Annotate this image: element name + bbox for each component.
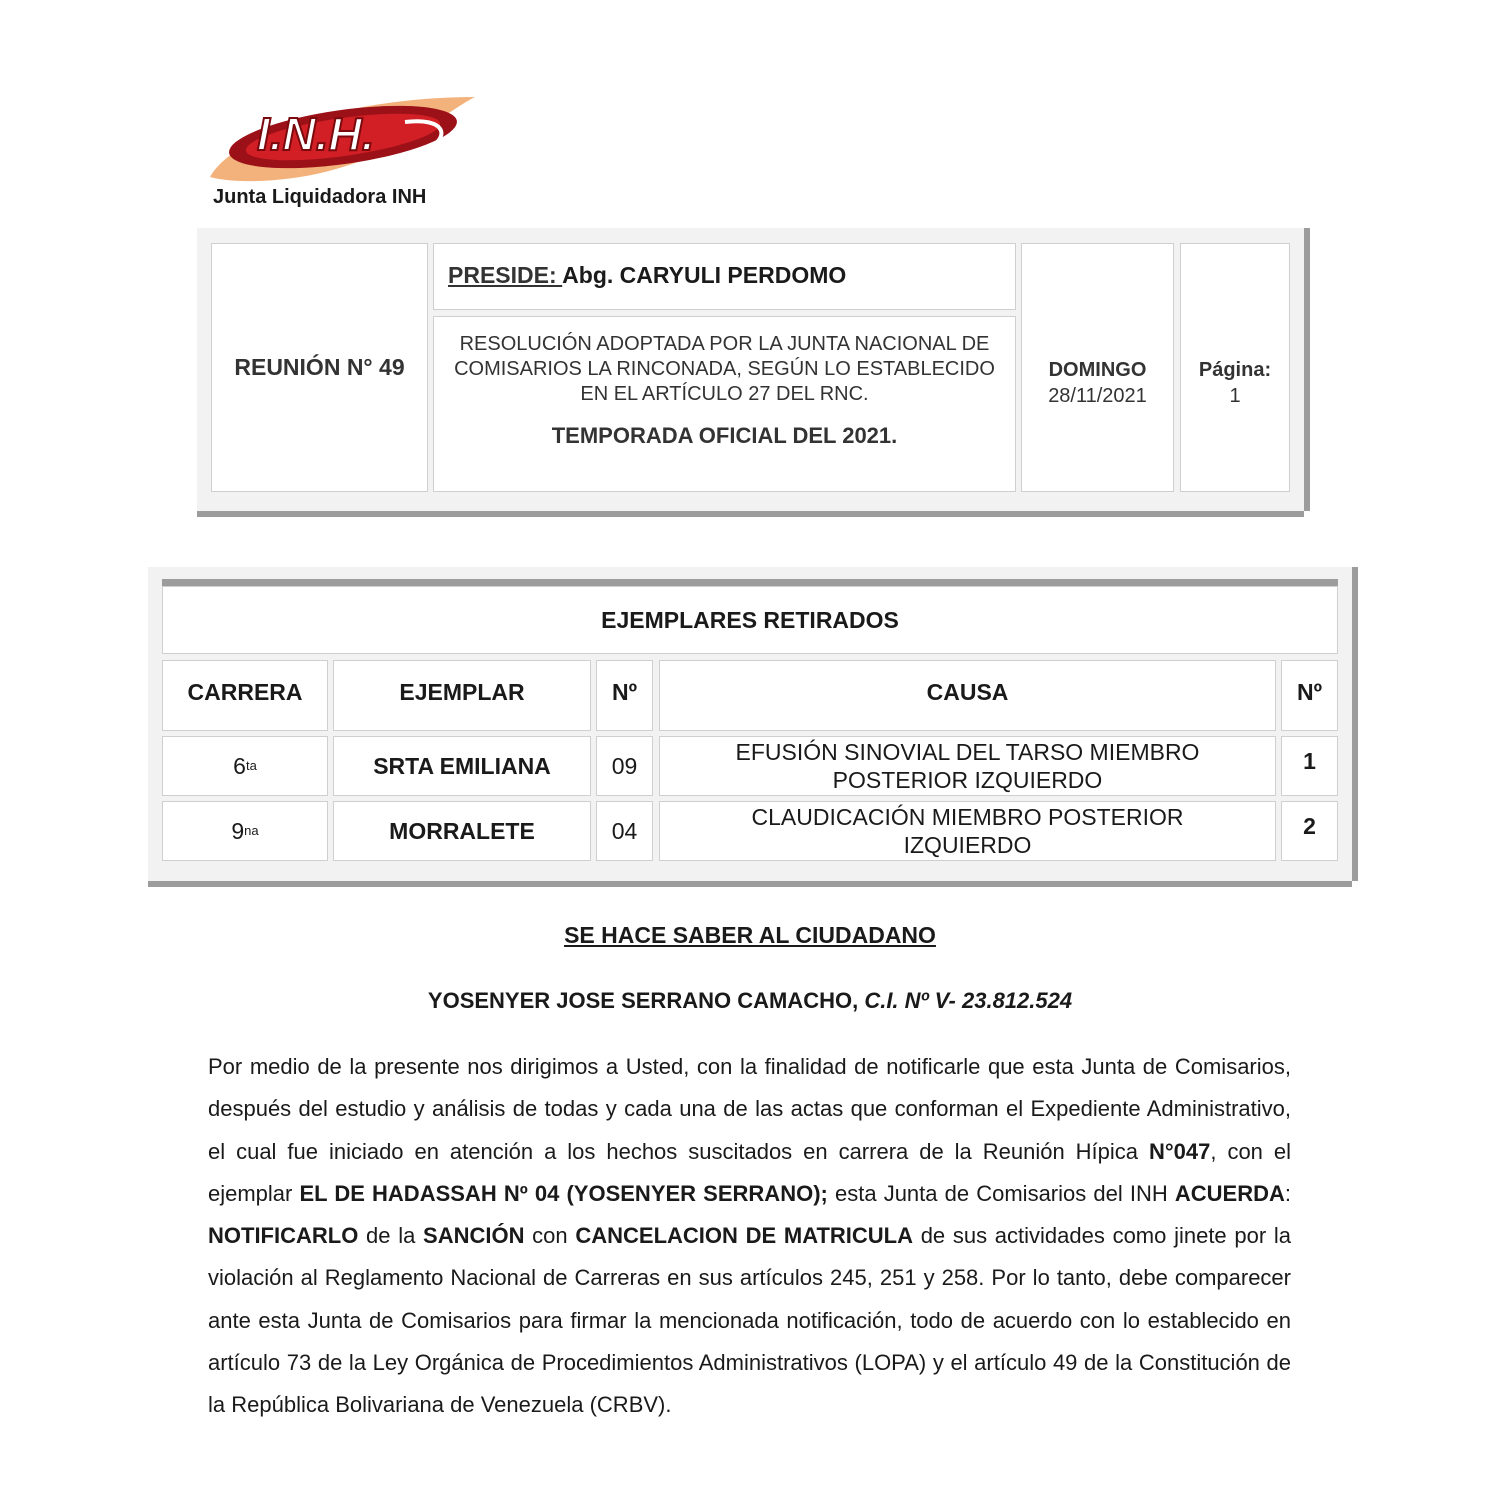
table-row-2-numero: 04 [596, 801, 653, 861]
table-row-1-causa: EFUSIÓN SINOVIAL DEL TARSO MIEMBRO POSTERIOR IZQUIERDO [659, 736, 1276, 796]
logo-text: I.N.H. [257, 108, 375, 160]
preside-label: PRESIDE: [448, 262, 563, 288]
table-row-2-n: 2 [1281, 801, 1338, 861]
citizen-name: YOSENYER JOSE SERRANO CAMACHO, C.I. Nº V- 23.812.524 [427, 988, 1073, 1013]
table-row-2-ejemplar: MORRALETE [333, 801, 591, 861]
page-cell [1180, 243, 1290, 492]
page-label: Página: [1198, 359, 1272, 381]
page-number: 1 [1229, 385, 1241, 407]
resolution-text: RESOLUCIÓN ADOPTADA POR LA JUNTA NACIONAL DE COMISARIOS LA RINCONADA, SEGÚN LO ESTABLECIDO EN EL ARTÍCULO 27 DEL RNC. [454, 333, 995, 405]
table-title: EJEMPLARES RETIRADOS [162, 586, 1338, 654]
table-row-1-carrera: 6 ta [162, 736, 328, 796]
notice-heading: SE HACE SABER AL CIUDADANO [564, 922, 936, 948]
preside-cell [433, 243, 1016, 310]
table-row-2-causa: CLAUDICACIÓN MIEMBRO POSTERIOR IZQUIERDO [659, 801, 1276, 861]
table-top-rule [162, 579, 1338, 586]
day-label: DOMINGO [1048, 359, 1147, 381]
table-row-1-numero: 09 [596, 736, 653, 796]
table-row-2-carrera: 9 na [162, 801, 328, 861]
citizen-ci: C.I. Nº V- 23.812.524 [864, 988, 1073, 1013]
table-row-1-ejemplar: SRTA EMILIANA [333, 736, 591, 796]
header-n: Nº [1281, 660, 1338, 731]
season-text: TEMPORADA OFICIAL DEL 2021. [551, 423, 898, 448]
retired-horses-table [148, 567, 1352, 881]
reunion-number: REUNIÓN N° 49 [211, 243, 428, 492]
notice-paragraph: Por medio de la presente nos dirigimos a Usted, con la finalidad de notificarle que esta Junta de Comisarios, después del estudio y análisis de todas y cada una de las actas que conforman el Expediente Administrativo, el cual fue iniciado en atención a los hechos suscitados en carrera de la Reunión Hípica N°047, con el ejemplar EL DE HADASSAH Nº 04 (YOSENYER SERRANO); esta Junta de Comisarios del INH ACUERDA: NOTIFICARLO de la SANCIÓN con CANCELACION DE MATRICULA de sus actividades como jinete por la violación al Reglamento Nacional de Carreras en sus artículos 245, 251 y 258. Por lo tanto, debe comparecer ante esta Junta de Comisarios para firmar la mencionada notificación, todo de acuerdo con lo establecido en artículo 73 de la Ley Orgánica de Procedimientos Administrativos (LOPA) y el artículo 49 de la Constitución de la República Bolivariana de Venezuela (CRBV). [208, 1054, 1292, 1418]
inh-logo [205, 92, 485, 187]
logo-caption: Junta Liquidadora INH [213, 186, 427, 208]
date-value: 28/11/2021 [1048, 385, 1147, 407]
preside-name: Abg. CARYULI PERDOMO [562, 262, 847, 288]
meeting-header [197, 228, 1304, 511]
header-carrera: CARRERA [162, 660, 328, 731]
date-cell [1021, 243, 1174, 492]
header-causa: CAUSA [659, 660, 1276, 731]
header-numero: Nº [596, 660, 653, 731]
resolution-cell [433, 316, 1016, 492]
header-ejemplar: EJEMPLAR [333, 660, 591, 731]
table-row-1-n: 1 [1281, 736, 1338, 796]
